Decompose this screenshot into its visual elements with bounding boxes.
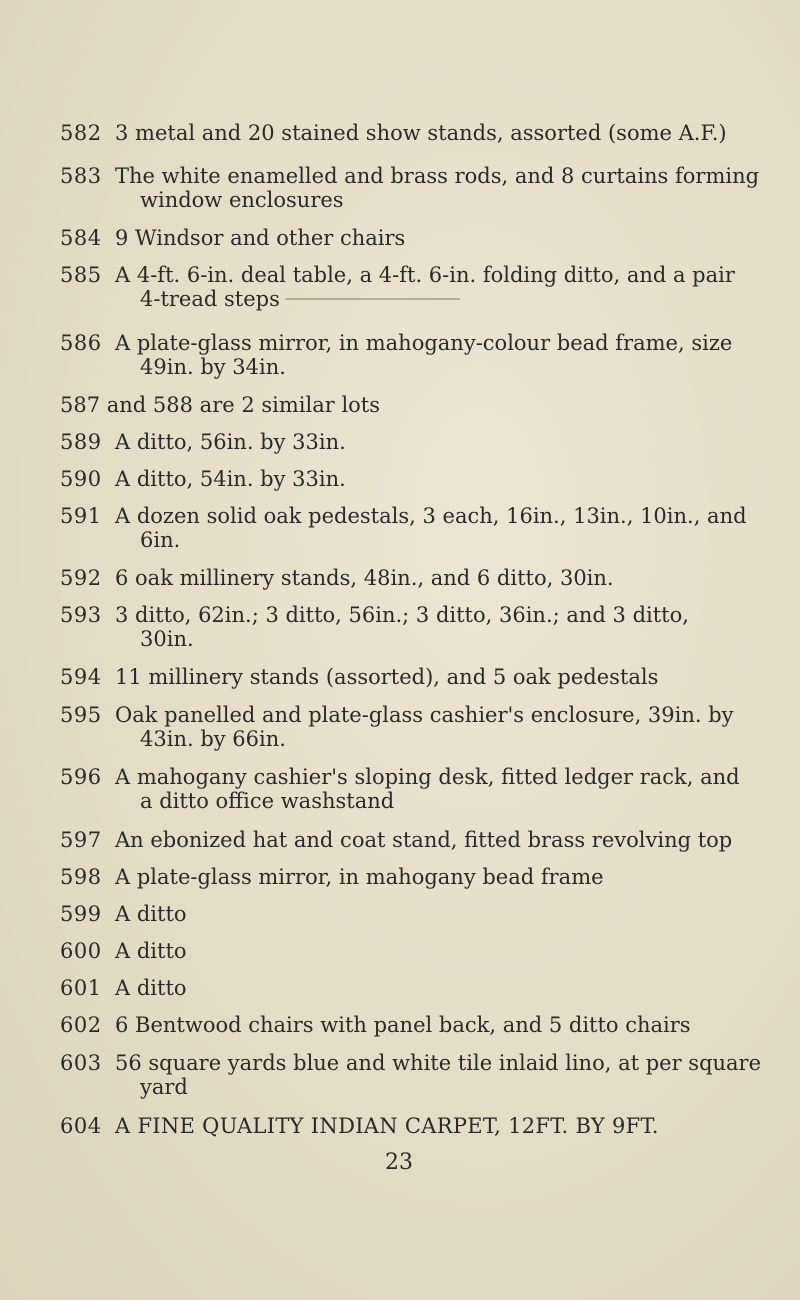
lot-description: A FINE QUALITY INDIAN CARPET, 12FT. BY 9FT. bbox=[115, 1114, 659, 1138]
lot-number: 601 bbox=[60, 976, 102, 1000]
lot-number: 583 bbox=[60, 164, 102, 188]
lot-description: 3 metal and 20 stained show stands, assorted (some A.F.) bbox=[115, 121, 727, 145]
lot-description: 6 oak millinery stands, 48in., and 6 ditto, 30in. bbox=[115, 566, 614, 590]
lot-description: 11 millinery stands (assorted), and 5 oak pedestals bbox=[115, 665, 659, 689]
lot-description: 9 Windsor and other chairs bbox=[115, 226, 406, 250]
lot-number: 597 bbox=[60, 828, 102, 852]
lot-description: A ditto bbox=[115, 939, 187, 963]
lot-description-continued: 49in. by 34in. bbox=[140, 355, 286, 379]
lot-description-continued: 30in. bbox=[140, 627, 194, 651]
lot-description: 56 square yards blue and white tile inlaid lino, at per square bbox=[115, 1051, 762, 1075]
lot-description: A plate-glass mirror, in mahogany-colour bead frame, size bbox=[115, 331, 733, 355]
lot-description: 3 ditto, 62in.; 3 ditto, 56in.; 3 ditto, 36in.; and 3 ditto, bbox=[115, 603, 689, 627]
lot-number: 589 bbox=[60, 430, 102, 454]
lot-description: A ditto bbox=[115, 902, 187, 926]
lot-description: A ditto, 54in. by 33in. bbox=[115, 467, 346, 491]
page-number: 23 bbox=[385, 1150, 413, 1175]
divider bbox=[285, 298, 460, 300]
lot-description: Oak panelled and plate-glass cashier's enclosure, 39in. by bbox=[115, 703, 734, 727]
lot-description-continued: window enclosures bbox=[140, 188, 344, 212]
lot-number: 594 bbox=[60, 665, 102, 689]
lot-number: 586 bbox=[60, 331, 102, 355]
lot-number: 599 bbox=[60, 902, 102, 926]
lot-description-continued: a ditto office washstand bbox=[140, 789, 395, 813]
section-note: 587 and 588 are 2 similar lots bbox=[60, 393, 381, 417]
lot-description: 6 Bentwood chairs with panel back, and 5 ditto chairs bbox=[115, 1013, 691, 1037]
lot-number: 603 bbox=[60, 1051, 102, 1075]
lot-description-continued: 43in. by 66in. bbox=[140, 727, 286, 751]
lot-number: 592 bbox=[60, 566, 102, 590]
lot-number: 593 bbox=[60, 603, 102, 627]
lot-description: A dozen solid oak pedestals, 3 each, 16in., 13in., 10in., and bbox=[115, 504, 747, 528]
lot-description-continued: 6in. bbox=[140, 528, 181, 552]
lot-description: A 4-ft. 6-in. deal table, a 4-ft. 6-in. folding ditto, and a pair bbox=[115, 263, 735, 287]
lot-description: The white enamelled and brass rods, and 8 curtains forming bbox=[115, 164, 760, 188]
lot-number: 582 bbox=[60, 121, 102, 145]
lot-number: 585 bbox=[60, 263, 102, 287]
lot-number: 591 bbox=[60, 504, 102, 528]
lot-description-continued: yard bbox=[140, 1075, 188, 1099]
lot-number: 600 bbox=[60, 939, 102, 963]
lot-description: An ebonized hat and coat stand, fitted brass revolving top bbox=[115, 828, 733, 852]
lot-number: 596 bbox=[60, 765, 102, 789]
lot-description: A mahogany cashier's sloping desk, fitted ledger rack, and bbox=[115, 765, 740, 789]
lot-description-continued: 4-tread steps bbox=[140, 287, 280, 311]
lot-number: 584 bbox=[60, 226, 102, 250]
lot-number: 602 bbox=[60, 1013, 102, 1037]
lot-number: 604 bbox=[60, 1114, 102, 1138]
lot-number: 595 bbox=[60, 703, 102, 727]
lot-number: 598 bbox=[60, 865, 102, 889]
lot-description: A ditto, 56in. by 33in. bbox=[115, 430, 346, 454]
lot-number: 590 bbox=[60, 467, 102, 491]
lot-description: A ditto bbox=[115, 976, 187, 1000]
lot-description: A plate-glass mirror, in mahogany bead frame bbox=[115, 865, 604, 889]
